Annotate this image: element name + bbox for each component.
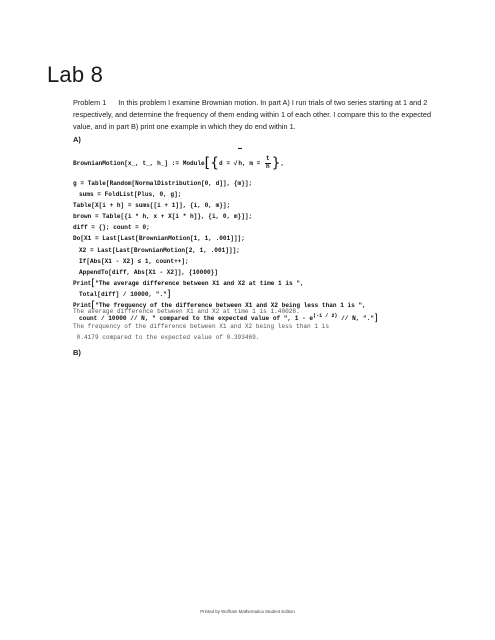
- footer-note: Printed by Wolfram Mathematica Student Edition: [200, 609, 295, 614]
- code-line: sums = FoldList[Plus, 0, g];: [79, 191, 182, 199]
- output-line: The frequency of the difference between X1 and X2 being less than 1 is: [73, 323, 329, 330]
- page-title: Lab 8: [47, 62, 104, 87]
- section-b-label: B): [73, 348, 81, 357]
- problem-label: Problem 1: [73, 98, 107, 107]
- problem-paragraph: [73, 97, 443, 134]
- code-line: brown = Table[{i * h, x + X[i * h]}, {i, 0, m}]];: [73, 213, 253, 221]
- code-line: Total[diff] / 10000, "."]: [79, 288, 171, 300]
- code-line: count / 10000 // N, " compared to the expected value of ", $1 - e^{(-1 / 2)}$ // N, "."]: [79, 313, 378, 324]
- code-line: AppendTo[diff, Abs[X1 - X2]], {10000}]: [79, 268, 218, 276]
- code-line: g = Table[Random[NormalDistribution[0, d]], {m}];: [73, 180, 253, 187]
- code-line: Print["The frequency of the difference between X1 and X2 being less than 1 is ",: [73, 300, 366, 312]
- output-line: The average difference between X1 and X2 at time 1 is 1.40028.: [73, 308, 300, 315]
- output-line: 0.4179 compared to the expected value of 0.393469.: [73, 334, 260, 341]
- code-line: Table[X[i + h] = sums[[i + 1]], {i, 0, m}];: [73, 202, 231, 210]
- code-line: Do[X1 = Last[Last[BrownianMotion[1, 1, .001]]];: [73, 235, 245, 243]
- problem-text: In this problem I examine Brownian motion. In part A) I run trials of two series starting at 1 and 2 respectively, and determine the frequency of them ending within 1 of each other. I compare this to the expected value, and in part B) print one example in which they do end within 1.: [73, 98, 432, 132]
- fraction-t-over-h: $\frac{t}{h}$: [265, 155, 270, 170]
- code-input-cell[interactable]: [73, 148, 453, 322]
- code-line: diff = {}; count = 0;: [73, 224, 150, 232]
- section-a-label: A): [73, 135, 81, 144]
- code-line: X2 = Last[Last[BrownianMotion[2, 1, .001]]];: [79, 246, 240, 254]
- code-line: Print["The average difference between X1 and X2 at time 1 is ",: [73, 277, 304, 289]
- code-line: If[Abs[X1 - X2] ≤ 1, count++];: [79, 257, 189, 265]
- code-line: BrownianMotion[x_, t_, h_] := Module[{d = √h, m = $\frac{t}{h}$ },: [73, 148, 453, 178]
